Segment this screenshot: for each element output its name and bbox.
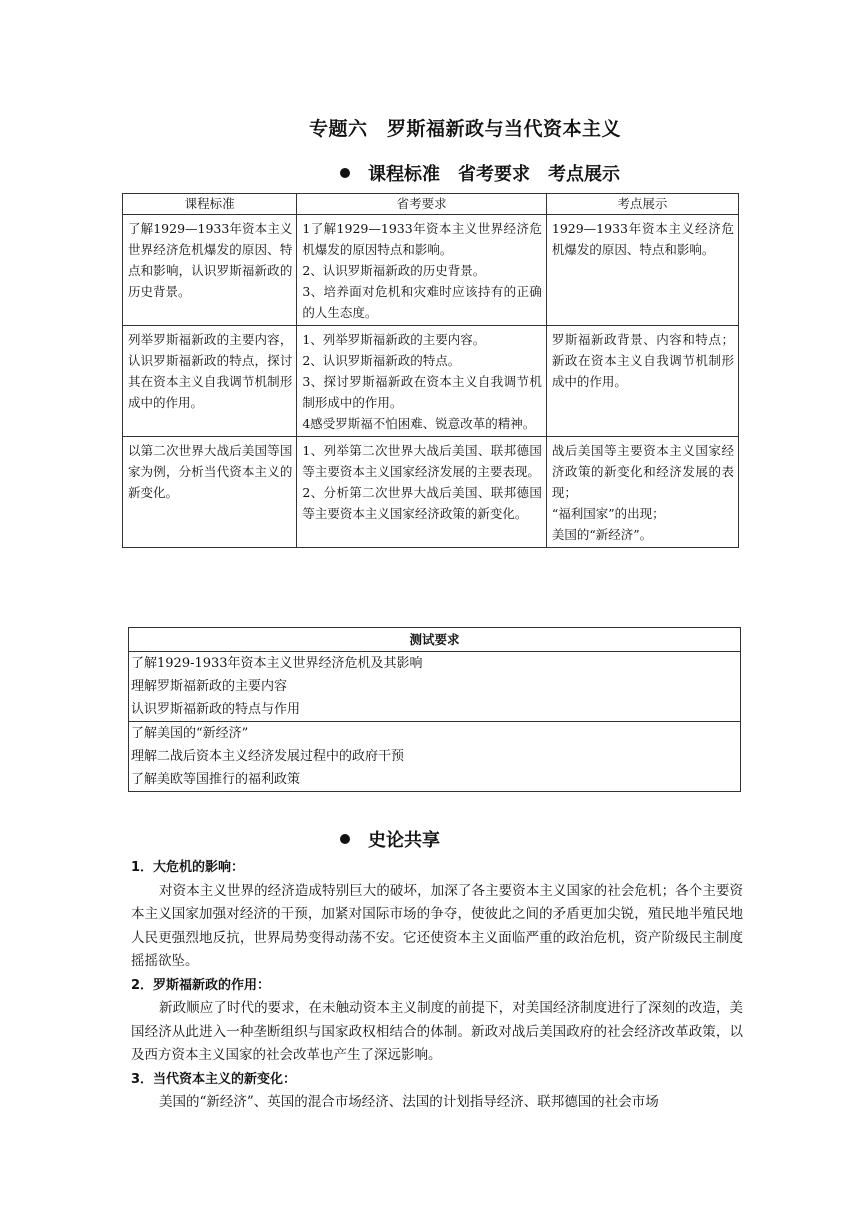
bullet-icon <box>340 168 350 178</box>
point-item: 罗斯福新政背景、内容和特点；新政在资本主义自我调节机制形成中的作用。 <box>551 332 734 389</box>
table-header-row <box>129 628 741 652</box>
section-heading-text: 史论共享 <box>368 830 440 851</box>
standard-cell <box>123 437 297 548</box>
requirement-item: 1、列举第二次世界大战后美国、联邦德国等主要资本主义国家经济发展的主要表现。 <box>302 443 542 479</box>
test-item: 认识罗斯福新政的特点与作用 <box>131 702 301 717</box>
point-item: “福利国家”的出现； <box>551 506 665 521</box>
column-header: 课程标准 <box>123 194 297 215</box>
column-header: 省考要求 <box>297 194 547 215</box>
section-heading-discussion <box>340 826 440 852</box>
standard-text: 了解1929—1933年资本主义世界经济危机爆发的原因、特点和影响，认识罗斯福新政的历史背景。 <box>128 221 293 299</box>
test-item: 了解美国的“新经济” <box>131 726 249 741</box>
requirements-cell <box>297 326 547 437</box>
table-row <box>123 437 739 548</box>
standard-text: 列举罗斯福新政的主要内容，认识罗斯福新政的特点，探讨其在资本主义自我调节机制形成中的作用。 <box>128 332 293 410</box>
test-requirements-table <box>128 627 741 792</box>
test-group-cell <box>129 652 741 722</box>
requirement-item: 1了解1929—1933年资本主义世界经济危机爆发的原因特点和影响。 <box>302 221 542 257</box>
requirement-item: 2、认识罗斯福新政的历史背景。 <box>302 263 486 278</box>
point-item: 美国的“新经济”。 <box>551 527 653 542</box>
requirement-item: 3、探讨罗斯福新政在资本主义自我调节机制形成中的作用。 <box>302 374 542 410</box>
bullet-icon <box>340 834 350 844</box>
test-group-cell <box>129 722 741 792</box>
test-item: 了解1929-1933年资本主义世界经济危机及其影响 <box>131 656 423 671</box>
section-heading-text: 课程标准 省考要求 考点展示 <box>368 164 620 185</box>
table-row <box>129 722 741 792</box>
discussion-paragraph: 美国的“新经济”、英国的混合市场经济、法国的计划指导经济、联邦德国的社会市场 <box>159 1094 659 1110</box>
standards-table <box>122 193 739 548</box>
column-header: 考点展示 <box>546 194 738 215</box>
point-item: 1929—1933年资本主义经济危机爆发的原因、特点和影响。 <box>551 221 734 257</box>
standard-text: 以第二次世界大战后美国等国家为例，分析当代资本主义的新变化。 <box>128 443 293 500</box>
discussion-body <box>131 856 743 1115</box>
points-cell <box>546 215 738 326</box>
test-item: 了解美欧等国推行的福利政策 <box>131 772 301 787</box>
table-header-row <box>123 194 739 215</box>
table-row <box>123 215 739 326</box>
point-item: 战后美国等主要资本主义国家经济政策的新变化和经济发展的表现； <box>551 443 734 500</box>
table-row <box>129 652 741 722</box>
test-table-header: 测试要求 <box>129 628 741 652</box>
test-item: 理解罗斯福新政的主要内容 <box>131 679 288 694</box>
discussion-heading: 3．当代资本主义的新变化： <box>131 1071 297 1087</box>
requirement-item: 3、培养面对危机和灾难时应该持有的正确的人生态度。 <box>302 284 542 320</box>
standard-cell <box>123 215 297 326</box>
requirements-cell <box>297 437 547 548</box>
requirement-item: 4感受罗斯福不怕困难、锐意改革的精神。 <box>302 416 536 431</box>
section-heading-standards <box>340 160 620 186</box>
discussion-heading: 2．罗斯福新政的作用： <box>131 977 271 993</box>
page-title: 专题六 罗斯福新政与当代资本主义 <box>308 118 621 140</box>
test-item: 理解二战后资本主义经济发展过程中的政府干预 <box>131 749 405 764</box>
points-cell <box>546 326 738 437</box>
table-row <box>123 326 739 437</box>
requirement-item: 1、列举罗斯福新政的主要内容。 <box>302 332 486 347</box>
requirements-cell <box>297 215 547 326</box>
standard-cell <box>123 326 297 437</box>
discussion-paragraph: 新政顺应了时代的要求，在未触动资本主义制度的前提下，对美国经济制度进行了深刻的改造，美国经济从此进入一种垄断组织与国家政权相结合的体制。新政对战后美国政府的社会经济改革政策，以及西方资本主义国家的社会改革也产生了深远影响。 <box>131 1000 743 1063</box>
discussion-paragraph: 对资本主义世界的经济造成特别巨大的破坏，加深了各主要资本主义国家的社会危机；各个主要资本主义国家加强对经济的干预，加紧对国际市场的争夺，使彼此之间的矛盾更加尖锐，殖民地半殖民地人民更强烈地反抗，世界局势变得动荡不安。它还使资本主义面临严重的政治危机，资产阶级民主制度摇摇欲坠。 <box>131 882 743 969</box>
requirement-item: 2、分析第二次世界大战后美国、联邦德国等主要资本主义国家经济政策的新变化。 <box>302 485 542 521</box>
requirement-item: 2、认识罗斯福新政的特点。 <box>302 353 461 368</box>
discussion-heading: 1．大危机的影响： <box>131 860 245 875</box>
points-cell <box>546 437 738 548</box>
